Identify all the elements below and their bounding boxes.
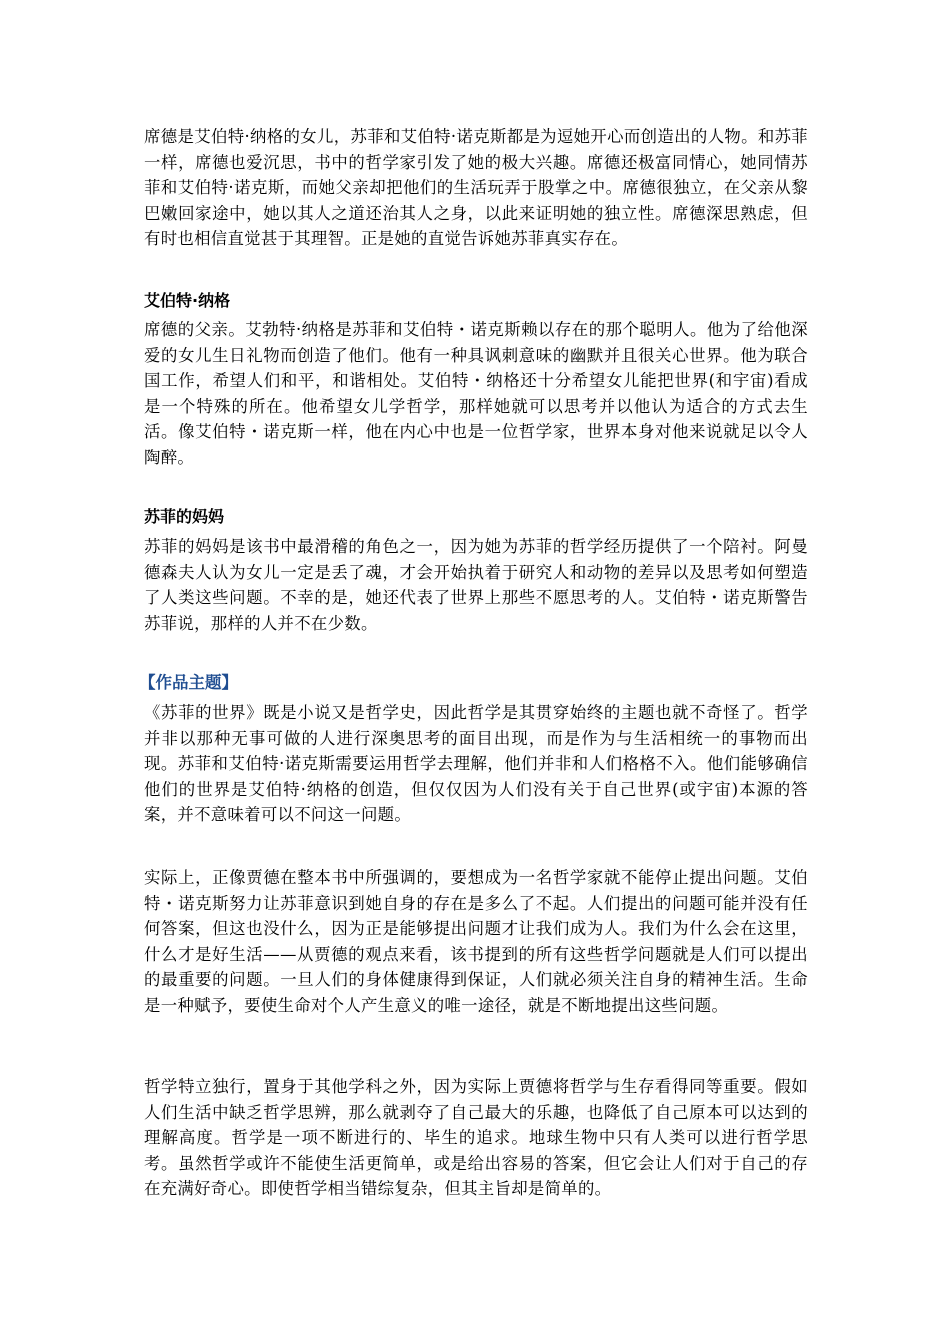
- albert-knag-heading: 艾伯特·纳格: [144, 291, 231, 310]
- theme-heading: 【作品主题】: [139, 673, 238, 692]
- theme-paragraph-1: 《苏菲的世界》既是小说又是哲学史，因此哲学是其贯穿始终的主题也就不奇怪了。哲学并非以那种无事可做的人进行深奥思考的面目出现，而是作为与生活相统一的事物而出现。苏菲和艾伯特·诺克斯需要运用哲学去理解，他们并非和人们格格不入。他们能够确信他们的世界是艾伯特·纳格的创造，但仅仅因为人们没有关于自己世界(或宇宙)本源的答案，并不意味着可以不问这一问题。: [144, 703, 808, 824]
- albert-knag-paragraph: 席德的父亲。艾勃特·纳格是苏菲和艾伯特・诺克斯赖以存在的那个聪明人。他为了给他深爱的女儿生日礼物而创造了他们。他有一种具讽刺意味的幽默并且很关心世界。他为联合国工作，希望人们和平，和谐相处。艾伯特・纳格还十分希望女儿能把世界(和宇宙)看成是一个特殊的所在。他希望女儿学哲学，那样她就可以思考并以他认为适合的方式去生活。像艾伯特・诺克斯一样，他在内心中也是一位哲学家，世界本身对他来说就足以令人陶醉。: [144, 320, 808, 467]
- sheide-paragraph: 席德是艾伯特·纳格的女儿，苏菲和艾伯特·诺克斯都是为逗她开心而创造出的人物。和苏菲一样，席德也爱沉思，书中的哲学家引发了她的极大兴趣。席德还极富同情心，她同情苏菲和艾伯特·诺克斯，而她父亲却把他们的生活玩弄于股掌之中。席德很独立，在父亲从黎巴嫩回家途中，她以其人之道还治其人之身，以此来证明她的独立性。席德深思熟虑，但有时也相信直觉甚于其理智。正是她的直觉告诉她苏菲真实存在。: [144, 127, 808, 248]
- theme-paragraph-2: 实际上，正像贾德在整本书中所强调的，要想成为一名哲学家就不能停止提出问题。艾伯特・诺克斯努力让苏菲意识到她自身的存在是多么了不起。人们提出的问题可能并没有任何答案，但这也没什么，因为正是能够提出问题才让我们成为人。我们为什么会在这里，什么才是好生活——从贾德的观点来看，该书提到的所有这些哲学问题就是人们可以提出的最重要的问题。一旦人们的身体健康得到保证，人们就必须关注自身的精神生活。生命是一种赋予，要使生命对个人产生意义的唯一途径，就是不断地提出这些问题。: [144, 868, 808, 1015]
- sophie-mother-heading: 苏菲的妈妈: [144, 507, 225, 526]
- sophie-mother-paragraph: 苏菲的妈妈是该书中最滑稽的角色之一，因为她为苏菲的哲学经历提供了一个陪衬。阿曼德森夫人认为女儿一定是丢了魂，才会开始执着于研究人和动物的差异以及思考如何塑造了人类这些问题。不幸的是，她还代表了世界上那些不愿思考的人。艾伯特・诺克斯警告苏菲说，那样的人并不在少数。: [144, 537, 808, 633]
- theme-paragraph-3: 哲学特立独行，置身于其他学科之外，因为实际上贾德将哲学与生存看得同等重要。假如人们生活中缺乏哲学思辨，那么就剥夺了自己最大的乐趣，也降低了自己原本可以达到的理解高度。哲学是一项不断进行的、毕生的追求。地球生物中只有人类可以进行哲学思考。虽然哲学或许不能使生活更简单，或是给出容易的答案，但它会让人们对于自己的存在充满好奇心。即使哲学相当错综复杂，但其主旨却是简单的。: [144, 1077, 808, 1198]
